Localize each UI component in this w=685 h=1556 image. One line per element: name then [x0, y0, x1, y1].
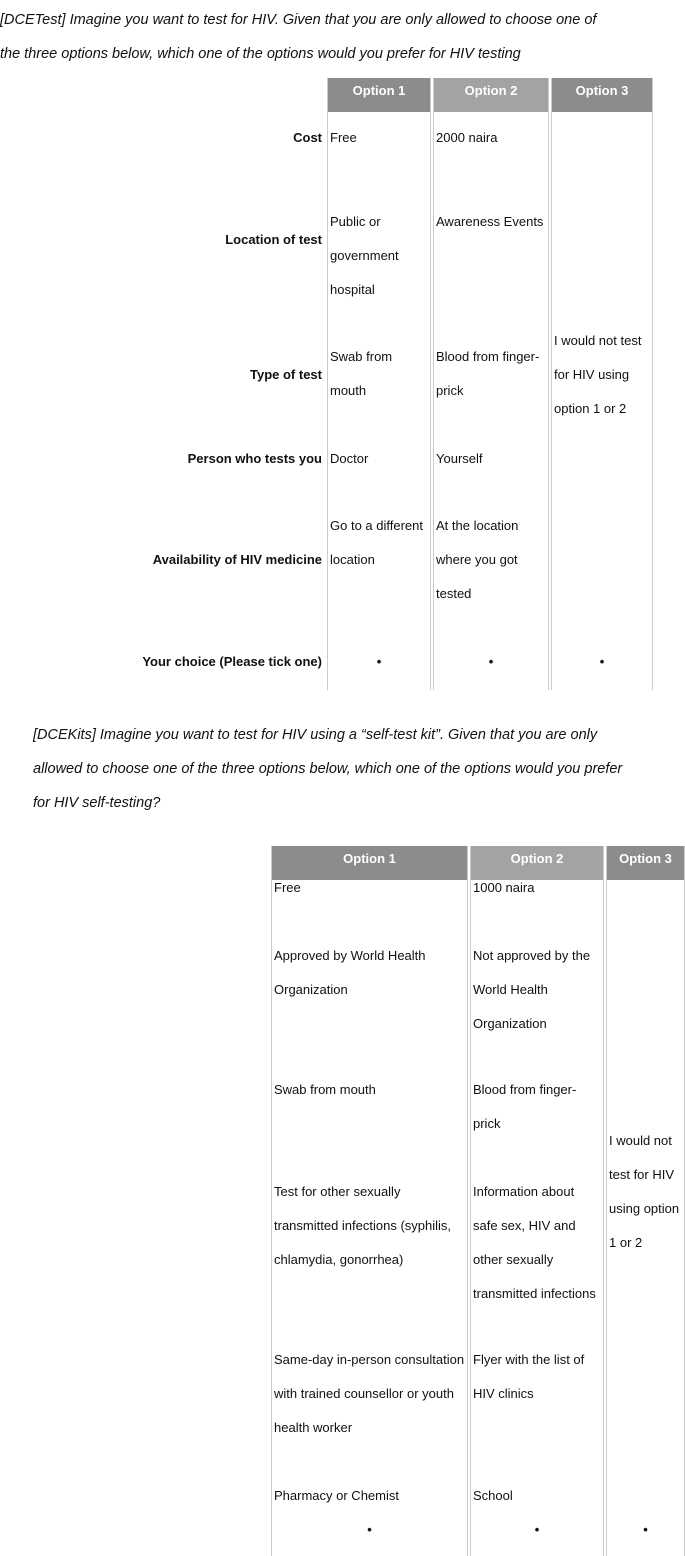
option-cell: Yourself	[436, 451, 483, 466]
option-cell: At the location where you got tested	[436, 518, 519, 601]
row-label: Type of test	[250, 367, 322, 382]
option-cell: Doctor	[330, 451, 369, 466]
option-cell: 1000 naira	[473, 880, 535, 895]
option2-header: Option 2	[434, 78, 548, 112]
row-label: Cost	[293, 130, 322, 145]
choice-option1-radio[interactable]: •	[367, 1522, 372, 1537]
option3-header: Option 3	[552, 78, 652, 112]
row-label: Location of test	[225, 232, 322, 247]
question-dcetest: [DCETest] Imagine you want to test for HIV. Given that you are only allowed to choose one of the three options below, which one of the options would you prefer for HIV testing	[0, 12, 597, 62]
choice-option3-radio[interactable]: •	[643, 1522, 648, 1537]
option-cell: Blood from finger- prick	[473, 1082, 577, 1131]
choice-option3-radio[interactable]: •	[599, 654, 605, 669]
choice-option2-radio[interactable]: •	[534, 1522, 540, 1537]
option-cell: 2000 naira	[436, 130, 498, 145]
question-dcekits: [DCEKits] Imagine you want to test for HIV using a “self-test kit”. Given that you are only allowed to choose one of the three options below, which one of the options would you prefer for HIV self-testing?	[33, 727, 623, 811]
table2-option2-column	[470, 846, 604, 1556]
table2-option3-column	[606, 846, 685, 1556]
option3-header: Option 3	[607, 846, 684, 880]
option-cell: Go to a different location	[330, 518, 423, 567]
option-cell: Swab from mouth	[274, 1082, 376, 1097]
option-cell: Awareness Events	[436, 214, 544, 229]
option-cell: Blood from finger- prick	[436, 349, 540, 398]
table1-option3-column	[551, 78, 653, 690]
option-cell: Public or government hospital	[330, 214, 399, 297]
option-cell: Swab from mouth	[330, 349, 393, 398]
option1-header: Option 1	[328, 78, 430, 112]
table1-option2-column	[433, 78, 549, 690]
option-cell: Free	[330, 130, 357, 145]
choice-option2-radio[interactable]: •	[488, 654, 494, 669]
choice-option1-radio[interactable]: •	[376, 654, 382, 669]
option-cell: Information about safe sex, HIV and other sexually transmitted infections	[473, 1184, 596, 1301]
table2-option1-column	[271, 846, 468, 1556]
option-cell: Pharmacy or Chemist	[274, 1488, 399, 1503]
row-label: Availability of HIV medicine	[152, 552, 322, 567]
option-cell: Approved by World Health Organization	[274, 948, 426, 997]
row-label: Person who tests you	[187, 451, 322, 466]
row-label: Your choice (Please tick one)	[142, 654, 322, 669]
table1-option1-column	[327, 78, 431, 690]
option-cell: Free	[274, 880, 301, 895]
option2-header: Option 2	[471, 846, 603, 880]
option-cell: I would not test for HIV using option 1 or 2	[609, 1133, 680, 1250]
option-cell: I would not test for HIV using option 1 or 2	[554, 333, 642, 416]
option-cell: Not approved by the World Health Organization	[473, 948, 591, 1031]
option-cell: School	[473, 1488, 513, 1503]
option-cell: Same-day in-person consultation with trained counsellor or youth health worker	[274, 1352, 465, 1435]
option-cell: Flyer with the list of HIV clinics	[473, 1352, 585, 1401]
option-cell: Test for other sexually transmitted infections (syphilis, chlamydia, gonorrhea)	[274, 1184, 452, 1267]
option1-header: Option 1	[272, 846, 467, 880]
